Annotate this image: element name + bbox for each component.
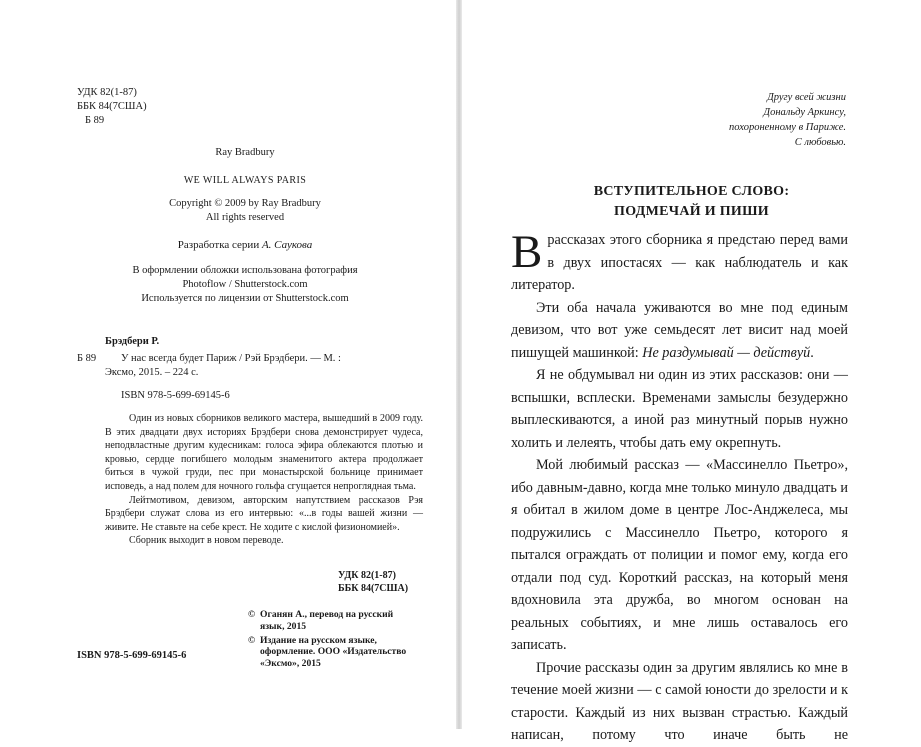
copyright-text: оформление. ООО «Издательство (260, 646, 407, 658)
dedication-line: похороненному в Париже. (729, 122, 846, 133)
paragraph-3: Я не обдумывал ни один из этих рассказов: они — вспышки, всплески. Временами замыслы безудержно выплескиваются, а иной раз минутный порыв нужно холить и лелеять, чтобы дать ему окрепнуть. (511, 367, 848, 451)
original-title: WE WILL ALWAYS PARIS (183, 175, 307, 186)
catalog-title-line1: У нас всегда будет Париж / Рэй Брэдбери. — М. : (121, 353, 341, 364)
paragraph-text: Эти оба начала уживаются во мне под единым девизом, что вот уже семьдесят лет висит над моей пишущей машинкой: (511, 299, 848, 361)
drop-cap: В (511, 226, 543, 278)
russian-copyright (248, 609, 428, 670)
dedication-line: Другу всей жизни (767, 92, 846, 103)
copyright-text: язык, 2015 (260, 620, 307, 632)
author-mark: Б 89 (85, 115, 105, 126)
catalog-code: Б 89 (77, 353, 97, 364)
copyright-text: Оганян А., перевод на русский (260, 609, 394, 620)
original-author: Ray Bradbury (215, 147, 275, 158)
left-page (0, 0, 456, 729)
chapter-title (462, 182, 921, 222)
udk-code: УДК 82(1-87) (77, 87, 137, 98)
body-text (511, 226, 848, 747)
bbk-code: ББК 84(7США) (77, 101, 147, 112)
copyright-line2: All rights reserved (205, 212, 285, 223)
chapter-title-line2: ПОДМЕЧАЙ И ПИШИ (614, 204, 769, 219)
annotation-paragraph: Лейтмотивом, девизом, авторским напутствием рассказов Рэя Брэдбери служат слова из его интервью: «...в годы вашей жизни — живите. Не ставьте на себе крест. Не ходите с кислой физиономией». (105, 494, 423, 533)
cover-note-3: Используется по лицензии от Shutterstock.com (141, 293, 349, 304)
annotation-paragraph: Сборник выходит в новом переводе. (129, 535, 284, 547)
paragraph-4: Мой любимый рассказ — «Массинелло Пьетро», ибо давным-давно, когда мне только минуло двадцать и я обитал в жилом доме в центре Лос-Анджелеса, мы подружились с Массинелло Пьетро, которого я пытался ограждать от полиции и помог ему, когда его отдали под суд. Короткий рассказ, на который меня вдохновила эта дружба, во многом основан на реальных событиях, и мне лишь оставалось его записать. (511, 457, 848, 653)
catalog-author: Брэдбери Р. (105, 336, 160, 347)
paragraph-2 (511, 297, 848, 365)
copyright-symbol: © (248, 609, 256, 620)
catalog-title-line2: Эксмо, 2015. – 224 с. (105, 367, 199, 378)
copyright-text: «Эксмо», 2015 (260, 658, 321, 670)
cover-note-2: Photoflow / Shutterstock.com (182, 279, 308, 290)
copyright-translation (248, 609, 428, 633)
copyright-edition (248, 635, 428, 670)
chapter-title-line1: ВСТУПИТЕЛЬНОЕ СЛОВО: (593, 184, 790, 199)
dedication-line: С любовью. (794, 137, 846, 148)
paragraph-5: Прочие рассказы один за другим являлись ко мне в течение моей жизни — с самой юности до зрелости и к старости. Каждый из них вызван страстью. Каждый написан, потому что иначе быть не (511, 659, 848, 743)
udk-code-bottom: УДК 82(1-87) (338, 570, 396, 581)
motto-italic: Не раздумывай — действуй (642, 344, 811, 361)
annotation (105, 412, 423, 548)
right-page (462, 0, 921, 743)
isbn-bottom: ISBN 978-5-699-69145-6 (77, 650, 187, 661)
cover-note-1: В оформлении обложки использована фотография (132, 265, 358, 276)
paragraph-text: . (810, 344, 814, 361)
classification-codes-top (77, 86, 197, 128)
classification-codes-bottom (338, 569, 408, 595)
bbk-code-bottom: ББК 84(7США) (338, 583, 409, 594)
dedication-line: Дональду Аркинсу, (763, 107, 846, 118)
catalog-isbn: ISBN 978-5-699-69145-6 (121, 390, 230, 401)
series-design-label: Разработка серии (177, 239, 260, 251)
paragraph-1 (511, 226, 848, 297)
series-design-name: А. Саукова (261, 239, 313, 251)
copyright-text: Издание на русском языке, (260, 634, 377, 646)
paragraph-text: рассказах этого сборника я предстаю перед вами в двух ипостасях — как наблюдатель и как литератор. (511, 232, 848, 293)
copyright-symbol: © (248, 634, 256, 646)
dedication (646, 90, 846, 150)
copyright-line1: Copyright © 2009 by Ray Bradbury (169, 198, 321, 209)
annotation-paragraph: Один из новых сборников великого мастера, вышедший в 2009 году. В этих двадцати двух историях Брэдбери снова демонстрирует чудеса, неподвластные другим кудесникам: голоса эфира облекаются плотью и кровью, сердце погибшего молодым знаменитого актера продолжает биться в чужой груди, пес при монастырской больнице принимает исповедь, а над полем для ночного гольфа сгущается непроглядная тьма. (105, 413, 423, 492)
series-design (60, 238, 430, 252)
